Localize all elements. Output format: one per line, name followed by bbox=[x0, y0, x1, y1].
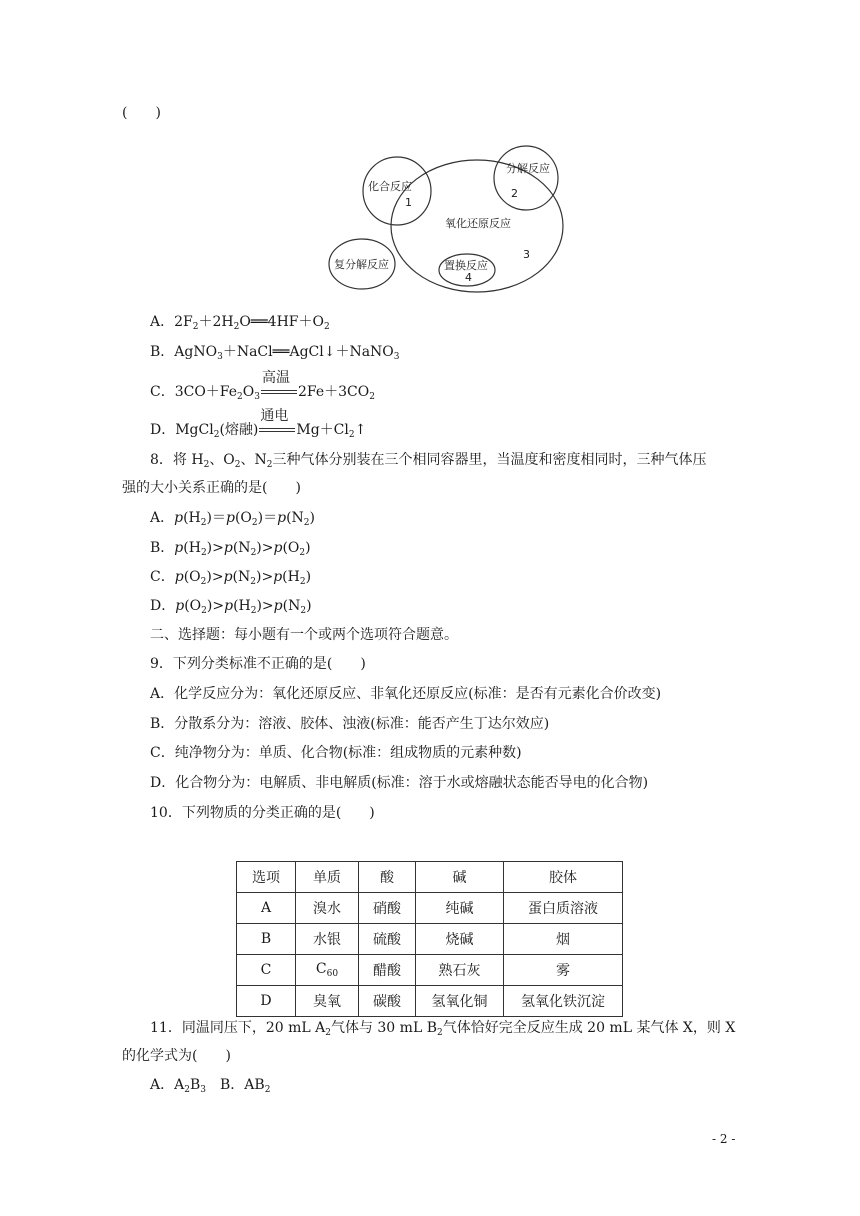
table-header: 单质 bbox=[296, 862, 359, 893]
table-row bbox=[237, 924, 623, 955]
table-cell: 硝酸 bbox=[359, 893, 416, 924]
q8-option-b: B．$p(H_2)>p(N_2)>p(O_2)$ bbox=[150, 540, 311, 558]
region-number-2: 2 bbox=[511, 187, 518, 200]
table-cell: 硫酸 bbox=[359, 924, 416, 955]
reaction-type-diagram bbox=[320, 140, 580, 300]
table-header: 碱 bbox=[416, 862, 504, 893]
q11-stem-line2: 的化学式为( ) bbox=[122, 1048, 231, 1064]
table-cell-formula: $C_{60}$ bbox=[296, 955, 359, 986]
decomposition-reaction-circle bbox=[494, 146, 558, 210]
page-number: - 2 - bbox=[712, 1132, 736, 1146]
table-header: 酸 bbox=[359, 862, 416, 893]
q11-options: A．$A_2B_3$ B．$AB_2$ bbox=[150, 1077, 271, 1095]
reaction-condition-electrolysis: 通电 bbox=[260, 408, 289, 424]
q7-option-a: A．$2F_2+2H_2O══4HF+O_2$ bbox=[150, 314, 330, 332]
displacement-label: 置换反应 bbox=[444, 259, 488, 272]
region-number-1: 1 bbox=[405, 196, 412, 209]
q9-option-a: A．化学反应分为：氧化还原反应、非氧化还原反应(标准：是否有元素化合价改变) bbox=[150, 686, 662, 702]
table-header-row bbox=[237, 862, 623, 893]
table-cell: 氢氧化铜 bbox=[416, 986, 504, 1017]
q8-option-c: C．$p(O_2)>p(N_2)>p(H_2)$ bbox=[150, 569, 312, 587]
table-cell: 烟 bbox=[504, 924, 623, 955]
q7-option-c: C．$3CO+Fe_2O_3$ 高温 $2Fe+3CO_2$ bbox=[150, 370, 375, 402]
region-number-3: 3 bbox=[523, 248, 530, 261]
region-number-4: 4 bbox=[465, 271, 472, 284]
decomposition-label: 分解反应 bbox=[506, 162, 550, 175]
q9-option-d: D．化合物分为：电解质、非电解质(标准：溶于水或熔融状态能否导电的化合物) bbox=[150, 775, 649, 791]
question-answer-blank: ( ) bbox=[122, 105, 161, 121]
table-cell: 雾 bbox=[504, 955, 623, 986]
table-cell: 醋酸 bbox=[359, 955, 416, 986]
table-cell: 水银 bbox=[296, 924, 359, 955]
combination-label: 化合反应 bbox=[368, 180, 412, 193]
redox-label: 氧化还原反应 bbox=[445, 217, 511, 230]
table-cell: 溴水 bbox=[296, 893, 359, 924]
table-cell: B bbox=[237, 924, 296, 955]
reaction-condition-heat: 高温 bbox=[262, 370, 290, 386]
double-decomposition-label: 复分解反应 bbox=[334, 258, 389, 271]
table-cell: 熟石灰 bbox=[416, 955, 504, 986]
table-cell: 氢氧化铁沉淀 bbox=[504, 986, 623, 1017]
q9-option-b: B．分散系分为：溶液、胶体、浊液(标准：能否产生丁达尔效应) bbox=[150, 716, 550, 732]
q11-stem-line1: 11．同温同压下，20 mL $A_2$气体与 30 mL $B_2$气体恰好完全反应生成 20 mL 某气体 X，则 X bbox=[150, 1020, 736, 1038]
table-row bbox=[237, 986, 623, 1017]
q9-option-c: C．纯净物分为：单质、化合物(标准：组成物质的元素种数) bbox=[150, 745, 522, 761]
table-cell: 臭氧 bbox=[296, 986, 359, 1017]
table-cell: D bbox=[237, 986, 296, 1017]
section-heading: 二、选择题：每小题有一个或两个选项符合题意。 bbox=[150, 627, 458, 643]
table-cell: 蛋白质溶液 bbox=[504, 893, 623, 924]
table-header: 胶体 bbox=[504, 862, 623, 893]
classification-table bbox=[236, 861, 623, 1017]
q7-option-d: D．MgCl$_2$(熔融) 通电 $Mg+Cl_2↑$ bbox=[150, 408, 367, 440]
table-cell: 纯碱 bbox=[416, 893, 504, 924]
table-header: 选项 bbox=[237, 862, 296, 893]
table-row bbox=[237, 955, 623, 986]
q8-stem-line2: 强的大小关系正确的是( ) bbox=[122, 480, 301, 496]
q7-option-b: B．AgNO$_3$＋NaCl══AgCl↓＋NaNO$_3$ bbox=[150, 344, 400, 362]
table-row bbox=[237, 893, 623, 924]
table-cell: C bbox=[237, 955, 296, 986]
q10-stem: 10．下列物质的分类正确的是( ) bbox=[150, 805, 375, 821]
q8-stem-line1: 8．将 $H_2$、$O_2$、$N_2$三种气体分别装在三个相同容器里，当温度和密度相同时，三种气体压 bbox=[150, 452, 707, 470]
table-cell: A bbox=[237, 893, 296, 924]
q8-option-a: A．$p(H_2)=p(O_2)=p(N_2)$ bbox=[150, 510, 315, 528]
table-cell: 碳酸 bbox=[359, 986, 416, 1017]
q9-stem: 9．下列分类标准不正确的是( ) bbox=[150, 656, 366, 672]
table-cell: 烧碱 bbox=[416, 924, 504, 955]
q8-option-d: D．$p(O_2)>p(H_2)>p(N_2)$ bbox=[150, 598, 312, 616]
